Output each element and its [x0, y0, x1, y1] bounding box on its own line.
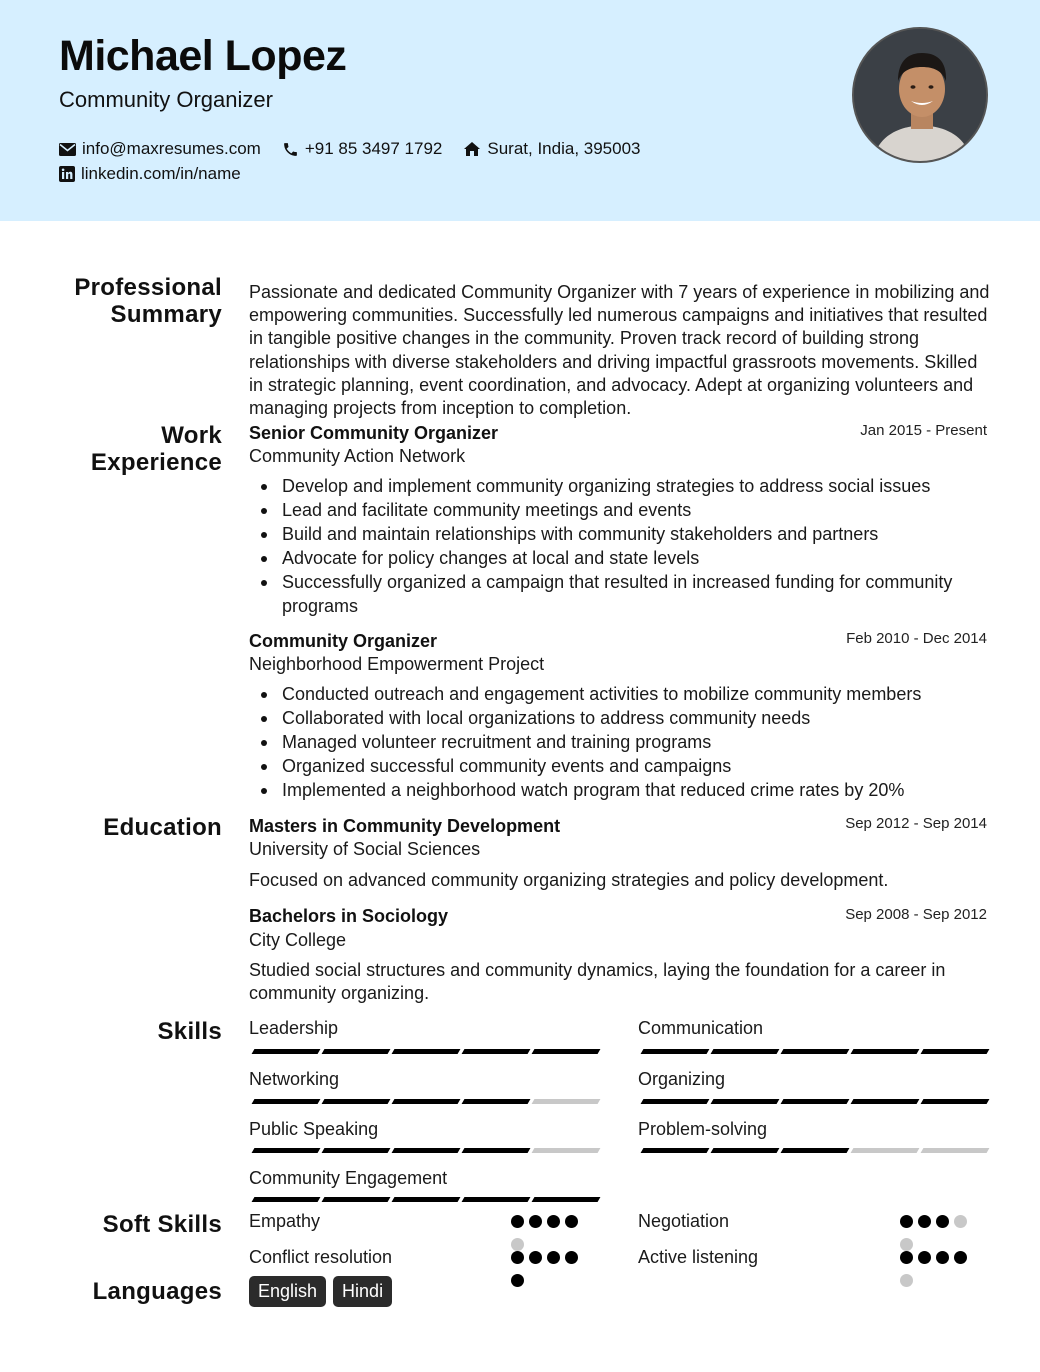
job-date: Jan 2015 - Present [860, 422, 987, 439]
skill-bar-segment [462, 1099, 531, 1104]
list-item: Lead and facilitate community meetings and events [249, 498, 994, 522]
rating-dot [529, 1215, 542, 1228]
rating-dot [936, 1251, 949, 1264]
section-title-education: Education [103, 814, 222, 841]
skill-bar-segment [711, 1049, 780, 1054]
resume-header [0, 0, 1040, 221]
summary-title-line2: Summary [110, 301, 222, 328]
work-title-line1: Work [161, 422, 222, 449]
rating-dot [900, 1274, 913, 1287]
skill-bar [253, 1099, 603, 1104]
envelope-icon [59, 143, 76, 156]
profile-photo [852, 27, 988, 163]
skill-bar [642, 1148, 992, 1153]
language-badge: Hindi [333, 1276, 392, 1307]
contact-location [463, 139, 640, 159]
education-date: Sep 2012 - Sep 2014 [845, 815, 987, 832]
contact-linkedin[interactable] [59, 164, 241, 184]
skill-bar-segment [851, 1049, 920, 1054]
email-text: info@maxresumes.com [82, 139, 261, 158]
skill-bar [642, 1049, 992, 1054]
soft-skill-name: Conflict resolution [249, 1247, 393, 1267]
list-item: Advocate for policy changes at local and state levels [249, 546, 994, 570]
skill-bar-segment [322, 1148, 391, 1153]
degree-title: Bachelors in Sociology [249, 906, 449, 926]
job-title: Senior Community Organizer [249, 423, 499, 443]
skill-name: Community Engagement [249, 1168, 448, 1188]
summary-text: Passionate and dedicated Community Organizer with 7 years of experience in mobilizing and empowering communities. Successfully led numerous campaigns and initiatives that resulted in tangible positive changes in the community. Proven track record of building strong relationships with diverse stakeholders and driving impactful grassroots movements. Skilled in strategic planning, event coordination, and advocacy. Adept at organizing volunteers and managing projects from inception to completion. [249, 282, 990, 419]
skill-bar [642, 1099, 992, 1104]
skill-bar-segment [781, 1049, 850, 1054]
rating-dot [565, 1251, 578, 1264]
education-desc: Focused on advanced community organizing strategies and policy development. [249, 870, 889, 890]
rating-dot [511, 1251, 524, 1264]
summary-title-line1: Professional [74, 274, 222, 301]
section-title-languages: Languages [92, 1278, 222, 1305]
skill-bar-segment [322, 1197, 391, 1202]
job-bullets [249, 682, 994, 802]
skill-bar-segment [392, 1148, 461, 1153]
skill-bar-segment [532, 1099, 601, 1104]
skill-bar-segment [532, 1049, 601, 1054]
linkedin-text: linkedin.com/in/name [81, 164, 241, 183]
skill-bar-segment [392, 1099, 461, 1104]
skill-bar-segment [252, 1049, 321, 1054]
location-text: Surat, India, 395003 [487, 139, 641, 158]
list-item: Implemented a neighborhood watch program that reduced crime rates by 20% [249, 778, 994, 802]
education-date: Sep 2008 - Sep 2012 [845, 906, 987, 923]
skill-name: Leadership [249, 1018, 339, 1038]
skill-bar-segment [921, 1148, 990, 1153]
skill-bar-segment [851, 1099, 920, 1104]
skill-bar [253, 1049, 603, 1054]
section-title-soft-skills: Soft Skills [102, 1211, 222, 1238]
skill-bar-segment [322, 1049, 391, 1054]
skill-bar-segment [781, 1148, 850, 1153]
section-title-skills: Skills [157, 1018, 222, 1045]
skill-name: Communication [638, 1018, 764, 1038]
rating-dot [918, 1251, 931, 1264]
contact-row [59, 139, 662, 159]
skill-bar-segment [462, 1197, 531, 1202]
school-name: City College [249, 930, 347, 950]
soft-skill-name: Empathy [249, 1211, 321, 1231]
skill-bar-segment [641, 1049, 710, 1054]
candidate-name: Michael Lopez [59, 32, 347, 80]
rating-dot [565, 1215, 578, 1228]
skill-bar-segment [532, 1197, 601, 1202]
contact-phone[interactable] [282, 139, 443, 159]
job-org: Neighborhood Empowerment Project [249, 654, 545, 674]
section-title-summary [74, 274, 222, 328]
skill-bar-segment [921, 1099, 990, 1104]
phone-icon [282, 141, 299, 158]
section-title-work [91, 422, 222, 476]
skill-bar-segment [641, 1148, 710, 1153]
rating-dot [511, 1274, 524, 1287]
rating-dot [900, 1238, 913, 1251]
language-list [249, 1276, 399, 1307]
job-org: Community Action Network [249, 446, 466, 466]
job-bullets [249, 474, 994, 618]
skill-name: Networking [249, 1069, 340, 1089]
soft-skill-name: Negotiation [638, 1211, 730, 1231]
soft-skill-rating [511, 1251, 591, 1297]
skill-bar-segment [921, 1049, 990, 1054]
list-item: Collaborated with local organizations to address community needs [249, 706, 994, 730]
rating-dot [547, 1251, 560, 1264]
job-title: Community Organizer [249, 631, 438, 651]
skill-bar-segment [781, 1099, 850, 1104]
list-item: Develop and implement community organizing strategies to address social issues [249, 474, 994, 498]
home-icon [463, 141, 481, 157]
list-item: Successfully organized a campaign that resulted in increased funding for community programs [249, 570, 994, 618]
skill-bar-segment [252, 1099, 321, 1104]
skill-bar-segment [252, 1197, 321, 1202]
rating-dot [900, 1215, 913, 1228]
skill-bar [253, 1197, 603, 1202]
phone-text: +91 85 3497 1792 [304, 139, 443, 158]
linkedin-icon [59, 166, 75, 182]
skill-name: Problem-solving [638, 1119, 768, 1139]
contact-email[interactable] [59, 139, 261, 159]
skill-bar-segment [462, 1148, 531, 1153]
school-name: University of Social Sciences [249, 839, 481, 859]
skill-bar [253, 1148, 603, 1153]
rating-dot [511, 1215, 524, 1228]
skill-name: Organizing [638, 1069, 726, 1089]
skill-bar-segment [532, 1148, 601, 1153]
soft-skill-name: Active listening [638, 1247, 759, 1267]
candidate-role: Community Organizer [59, 87, 273, 112]
rating-dot [954, 1215, 967, 1228]
skill-name: Public Speaking [249, 1119, 379, 1139]
skill-bar-segment [462, 1049, 531, 1054]
rating-dot [954, 1251, 967, 1264]
rating-dot [918, 1215, 931, 1228]
rating-dot [511, 1238, 524, 1251]
rating-dot [547, 1215, 560, 1228]
skill-bar-segment [641, 1099, 710, 1104]
rating-dot [936, 1215, 949, 1228]
rating-dot [529, 1251, 542, 1264]
skill-bar-segment [252, 1148, 321, 1153]
skill-bar-segment [711, 1099, 780, 1104]
list-item: Managed volunteer recruitment and training programs [249, 730, 994, 754]
job-date: Feb 2010 - Dec 2014 [846, 630, 987, 647]
education-desc: Studied social structures and community dynamics, laying the foundation for a career in community organizing. [249, 960, 946, 1004]
language-badge: English [249, 1276, 326, 1307]
work-title-line2: Experience [90, 449, 222, 476]
rating-dot [900, 1251, 913, 1264]
degree-title: Masters in Community Development [249, 816, 561, 836]
skill-bar-segment [392, 1197, 461, 1202]
list-item: Build and maintain relationships with community stakeholders and partners [249, 522, 994, 546]
contact-row-2 [59, 164, 262, 184]
skill-bar-segment [851, 1148, 920, 1153]
soft-skill-rating [900, 1251, 980, 1297]
skill-bar-segment [711, 1148, 780, 1153]
list-item: Conducted outreach and engagement activities to mobilize community members [249, 682, 994, 706]
skill-bar-segment [392, 1049, 461, 1054]
skill-bar-segment [322, 1099, 391, 1104]
list-item: Organized successful community events and campaigns [249, 754, 994, 778]
